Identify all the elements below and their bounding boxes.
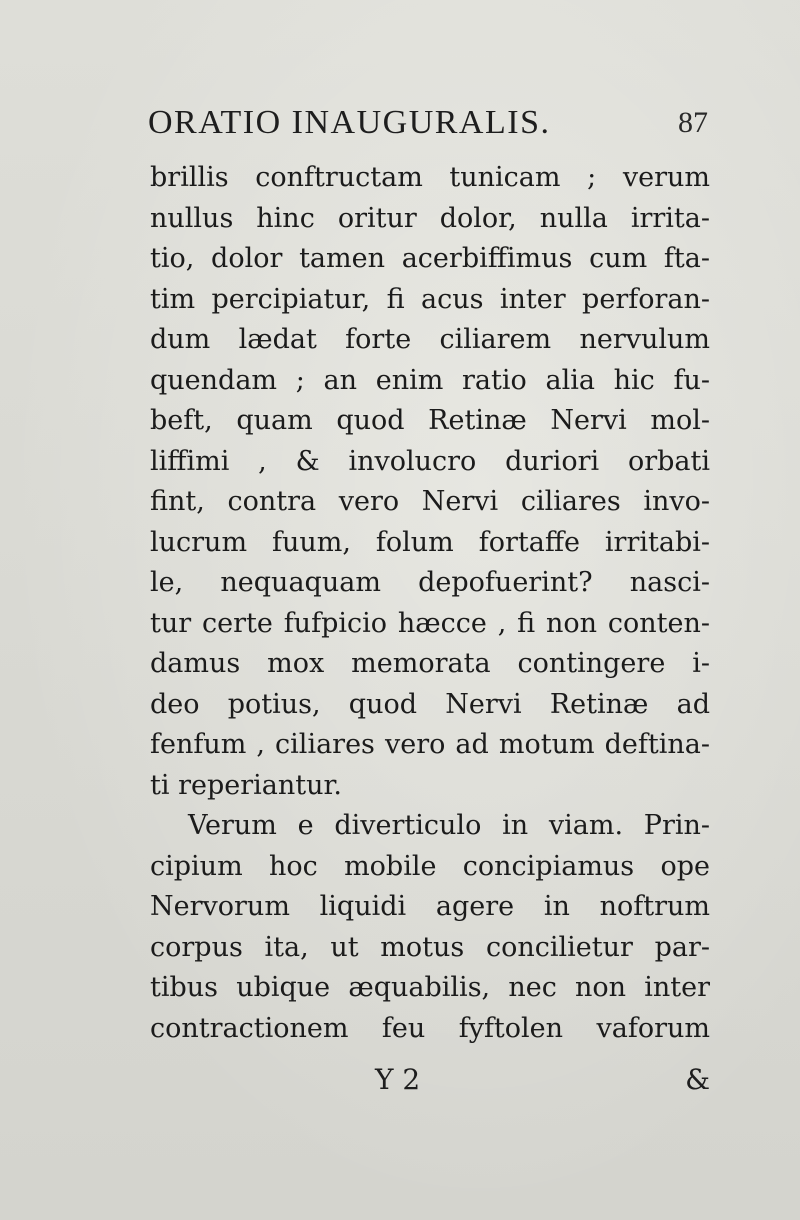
body-text [150,158,710,1049]
text-line-6: quendam ; an enim ratio alia hic fu- [150,364,710,396]
page-header [148,104,708,144]
page-footer [150,1063,710,1103]
text-line-19: Nervorum liquidi agere in noftrum [150,891,710,922]
text-line-3: tio, dolor tamen acerbiffimus cum fta- [150,243,710,274]
text-line-18: cipium hoc mobile concipiamus ope [150,850,710,882]
text-line-7: beft, quam quod Retinæ Nervi mol- [150,405,710,436]
text-line-12: tur certe fufpicio hæcce , fi non conten- [150,607,710,639]
text-line-14: deo potius, quod Nervi Retinæ ad [150,688,710,720]
text-line-13: damus mox memorata contingere i- [150,648,710,679]
catchword: & [685,1063,710,1096]
text-line-4: tim percipiatur, fi acus inter perforan- [150,283,710,315]
text-line-1: brillis conftructam tunicam ; verum [150,162,710,193]
running-head: ORATIO INAUGURALIS. [148,104,551,141]
text-line-15: fenfum , ciliares vero ad motum deftina- [150,729,710,760]
text-line-17: Verum e diverticulo in viam. Prin- [188,810,710,841]
text-line-9: fint, contra vero Nervi ciliares invo- [150,486,710,517]
text-line-2: nullus hinc oritur dolor, nulla irrita- [150,202,710,234]
signature-mark: Y 2 [375,1063,421,1096]
text-line-5: dum lædat forte ciliarem nervulum [150,324,710,355]
text-line-11: le, nequaquam depofuerint? nasci- [150,567,710,598]
text-line-22: contractionem feu fyftolen vaforum [150,1012,710,1044]
text-line-21: tibus ubique æquabilis, nec non inter [150,972,710,1003]
text-line-10: lucrum fuum, folum fortaffe irritabi- [150,526,710,558]
text-line-20: corpus ita, ut motus concilietur par- [150,931,710,963]
text-line-16: ti reperiantur. [150,769,343,801]
page-number: 87 [678,106,708,139]
text-line-8: liffimi , & involucro duriori orbati [150,445,710,477]
